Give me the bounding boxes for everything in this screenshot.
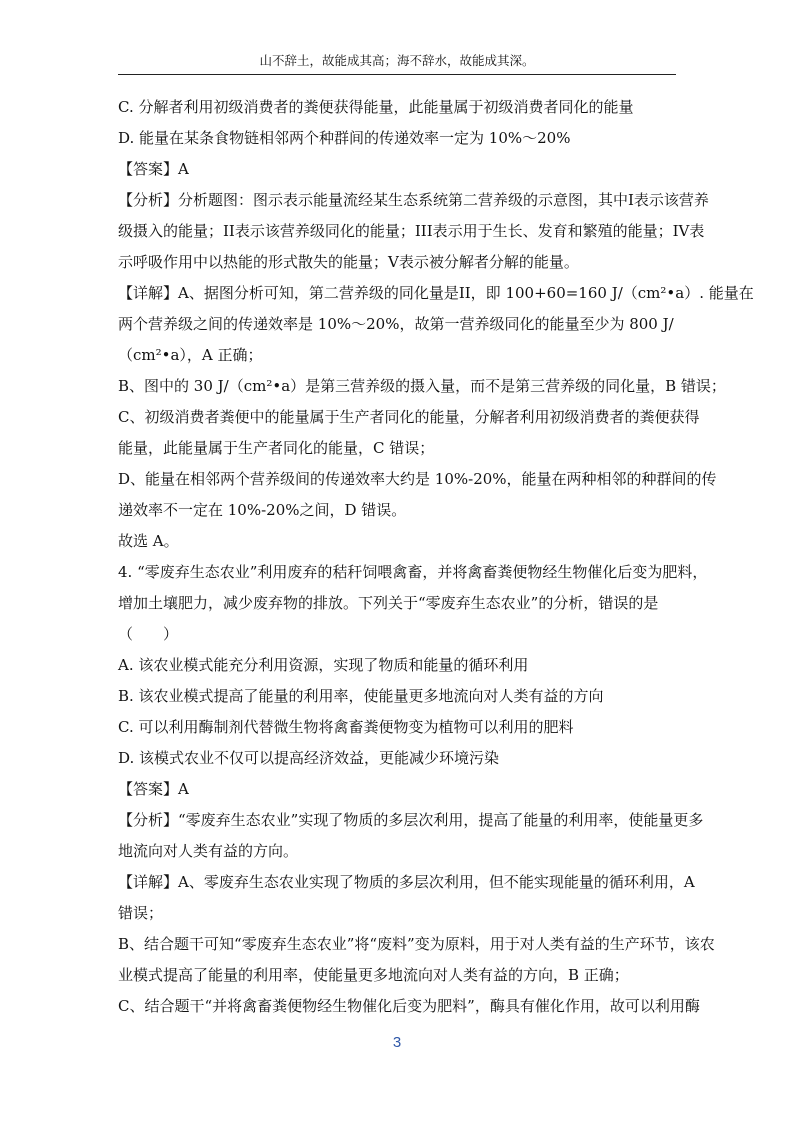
question-stem: 增加土壤肥力，减少废弃物的排放。下列关于“零废弃生态农业”的分析，错误的是 [118,594,659,612]
text-line: B、图中的 30 J/（cm²•a）是第三营养级的摄入量，而不是第三营养级的同化量，B 错误； [118,377,726,395]
text-line: C. 分解者利用初级消费者的粪便获得能量，此能量属于初级消费者同化的能量 [118,98,634,116]
text-line: D、能量在相邻两个营养级间的传递效率大约是 10%-20%，能量在两种相邻的种群间的传 [118,470,717,488]
text-line: 【详解】A、零废弃生态农业实现了物质的多层次利用，但不能实现能量的循环利用，A [118,873,695,891]
document-body [118,92,754,1022]
option-d: D. 该模式农业不仅可以提高经济效益，更能减少环境污染 [118,749,500,767]
text-line: 【答案】A [118,780,189,798]
text-line: 示呼吸作用中以热能的形式散失的能量；V表示被分解者分解的能量。 [118,253,579,271]
text-line: 级摄入的能量；II表示该营养级同化的能量；III表示用于生长、发育和繁殖的能量；IV表 [118,222,705,240]
text-line: 【分析】“零废弃生态农业”实现了物质的多层次利用，提高了能量的利用率，使能量更多 [118,811,704,829]
text-line: 【答案】A [118,160,189,178]
question-stem: 4. “零废弃生态农业”利用废弃的秸秆饲喂禽畜，并将禽畜粪便物经生物催化后变为肥料， [118,563,708,581]
text-line: （cm²•a），A 正确； [118,346,263,364]
text-line: C、结合题干“并将禽畜粪便物经生物催化后变为肥料”，酶具有催化作用，故可以利用酶 [118,997,700,1015]
text-line: D. 能量在某条食物链相邻两个种群间的传递效率一定为 10%～20% [118,129,571,147]
answer-blank: （ ） [118,625,179,643]
text-line: C、初级消费者粪便中的能量属于生产者同化的能量，分解者利用初级消费者的粪便获得 [118,408,700,426]
text-line: 递效率不一定在 10%-20%之间，D 错误。 [118,501,407,519]
page-number: 3 [392,1034,402,1051]
header-motto: 山不辞土，故能成其高；海不辞水，故能成其深。 [259,53,535,68]
text-line: 错误； [118,904,164,922]
text-line: 地流向对人类有益的方向。 [118,842,299,860]
text-line: 【分析】分析题图：图示表示能量流经某生态系统第二营养级的示意图，其中I表示该营养 [118,191,709,209]
page-header [118,48,676,75]
option-b: B. 该农业模式提高了能量的利用率，使能量更多地流向对人类有益的方向 [118,687,604,705]
text-line: 能量，此能量属于生产者同化的能量，C 错误； [118,439,435,457]
text-line: 两个营养级之间的传递效率是 10%～20%，故第一营养级同化的能量至少为 800 J/ [118,315,674,333]
text-line: 故选 A。 [118,532,179,550]
option-c: C. 可以利用酶制剂代替微生物将禽畜粪便物变为植物可以利用的肥料 [118,718,574,736]
option-a: A. 该农业模式能充分利用资源，实现了物质和能量的循环利用 [118,656,529,674]
text-line: 业模式提高了能量的利用率，使能量更多地流向对人类有益的方向，B 正确； [118,966,629,984]
text-line: 【详解】A、据图分析可知，第二营养级的同化量是II，即 100+60=160 J/（cm²•a）. 能量在 [118,284,754,302]
text-line: B、结合题干可知“零废弃生态农业”将“废料”变为原料，用于对人类有益的生产环节，该农 [118,935,715,953]
